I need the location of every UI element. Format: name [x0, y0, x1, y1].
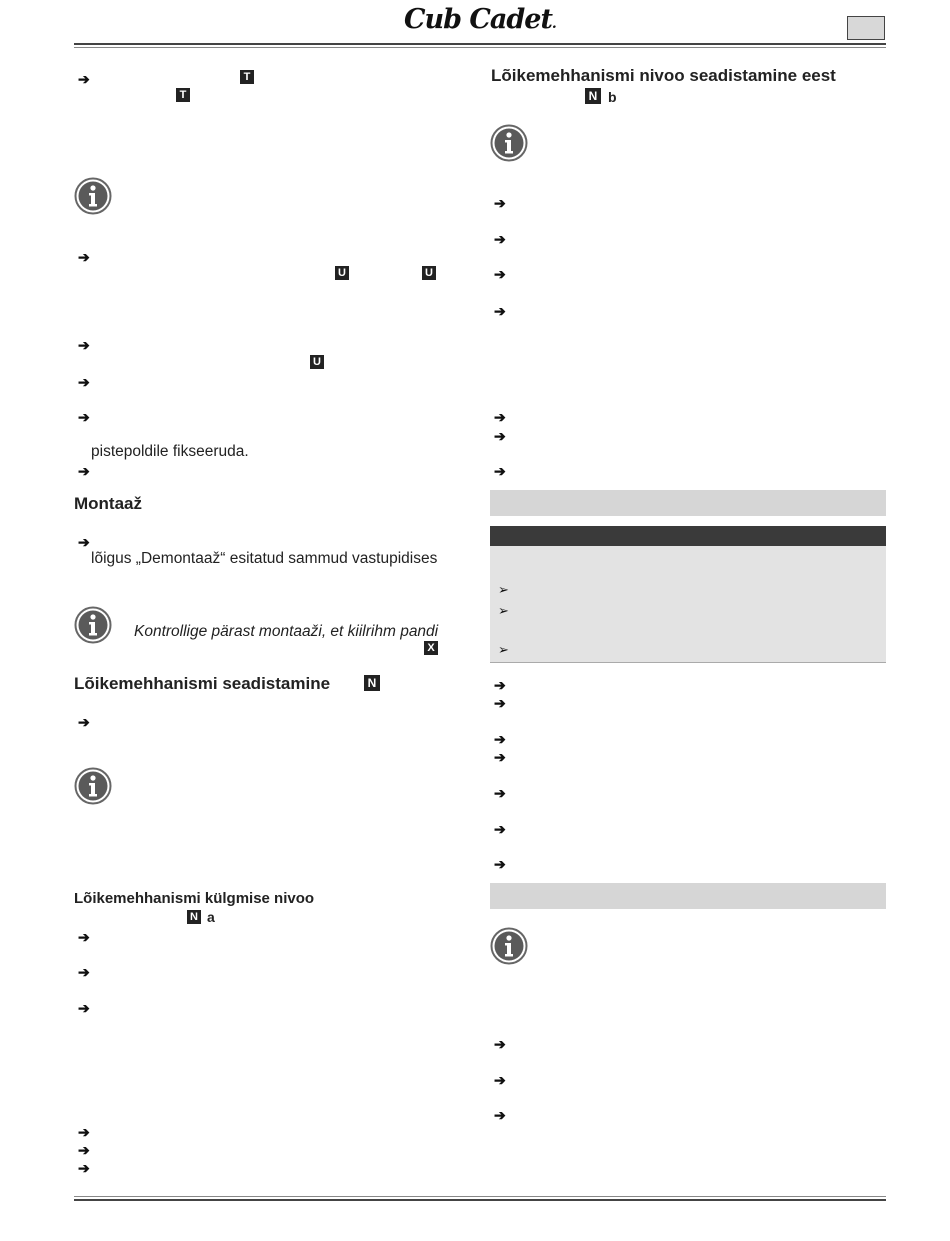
page-number-box	[847, 16, 885, 40]
arrow-icon: ➔	[78, 463, 90, 479]
arrow-icon: ➔	[78, 71, 90, 87]
arrow-icon: ➔	[494, 1072, 506, 1088]
arrow-icon: ➔	[78, 337, 90, 353]
arrow-icon: ➔	[494, 303, 506, 319]
info-table-header	[490, 526, 886, 546]
arrow-icon: ➔	[494, 1107, 506, 1123]
info-icon	[74, 177, 112, 215]
arrow-icon: ➔	[78, 534, 90, 550]
heading-montaaz: Montaaž	[74, 494, 142, 513]
footer-rule-thin	[74, 1196, 886, 1197]
arrow-icon: ➔	[78, 409, 90, 425]
arrow-icon: ➔	[494, 266, 506, 282]
arrow-icon: ➔	[494, 731, 506, 747]
arrow-icon: ➔	[78, 374, 90, 390]
info-icon	[490, 927, 528, 965]
figure-suffix-b: b	[608, 89, 617, 105]
arrow-icon: ➔	[494, 1036, 506, 1052]
figure-tag-n: N	[187, 910, 201, 924]
brand-dot: .	[551, 16, 556, 32]
arrow-icon: ➔	[78, 1142, 90, 1158]
arrow-icon: ➔	[494, 195, 506, 211]
header-rule	[74, 43, 886, 45]
arrow-icon: ➔	[494, 695, 506, 711]
arrow-icon: ➔	[494, 821, 506, 837]
bullet-icon: ➢	[498, 642, 509, 657]
figure-tag-n: N	[585, 88, 601, 104]
figure-tag-u: U	[310, 355, 324, 369]
text-fixeeruda: pistepoldile fikseeruda.	[91, 443, 249, 460]
arrow-icon: ➔	[78, 964, 90, 980]
bullet-icon: ➢	[498, 582, 509, 597]
arrow-icon: ➔	[494, 677, 506, 693]
figure-tag-u: U	[335, 266, 349, 280]
section-heading-band	[490, 883, 886, 909]
figure-suffix-a: a	[207, 909, 215, 925]
arrow-icon: ➔	[494, 409, 506, 425]
figure-tag-n: N	[364, 675, 380, 691]
arrow-icon: ➔	[78, 1124, 90, 1140]
heading-kulgmise: Lõikemehhanismi külgmise nivoo	[74, 890, 315, 907]
figure-tag-u: U	[422, 266, 436, 280]
figure-tag-x: X	[424, 641, 438, 655]
arrow-icon: ➔	[494, 231, 506, 247]
arrow-icon: ➔	[494, 856, 506, 872]
heading-eest: Lõikemehhanismi nivoo seadistamine eest	[491, 66, 836, 85]
info-icon	[74, 767, 112, 805]
arrow-icon: ➔	[494, 785, 506, 801]
arrow-icon: ➔	[78, 929, 90, 945]
info-icon	[490, 124, 528, 162]
figure-tag-t: T	[176, 88, 190, 102]
brand-logo	[404, 4, 556, 35]
arrow-icon: ➔	[78, 714, 90, 730]
arrow-icon: ➔	[494, 463, 506, 479]
figure-tag-t: T	[240, 70, 254, 84]
arrow-icon: ➔	[78, 1000, 90, 1016]
info-table	[490, 526, 886, 663]
arrow-icon: ➔	[494, 749, 506, 765]
bullet-icon: ➢	[498, 603, 509, 618]
text-loigus: lõigus „Demontaaž“ esitatud sammud vastupidises	[91, 550, 438, 567]
arrow-icon: ➔	[78, 1160, 90, 1176]
info-icon	[74, 606, 112, 644]
note-kontrollige: Kontrollige pärast montaaži, et kiilrihm pandi	[134, 623, 439, 640]
section-heading-band	[490, 490, 886, 516]
arrow-icon: ➔	[494, 428, 506, 444]
heading-seadistamine: Lõikemehhanismi seadistamine	[74, 674, 331, 693]
arrow-icon: ➔	[78, 249, 90, 265]
footer-rule	[74, 1199, 886, 1201]
brand-name: Cub Cadet	[404, 4, 552, 35]
header-rule-thin	[74, 47, 886, 48]
